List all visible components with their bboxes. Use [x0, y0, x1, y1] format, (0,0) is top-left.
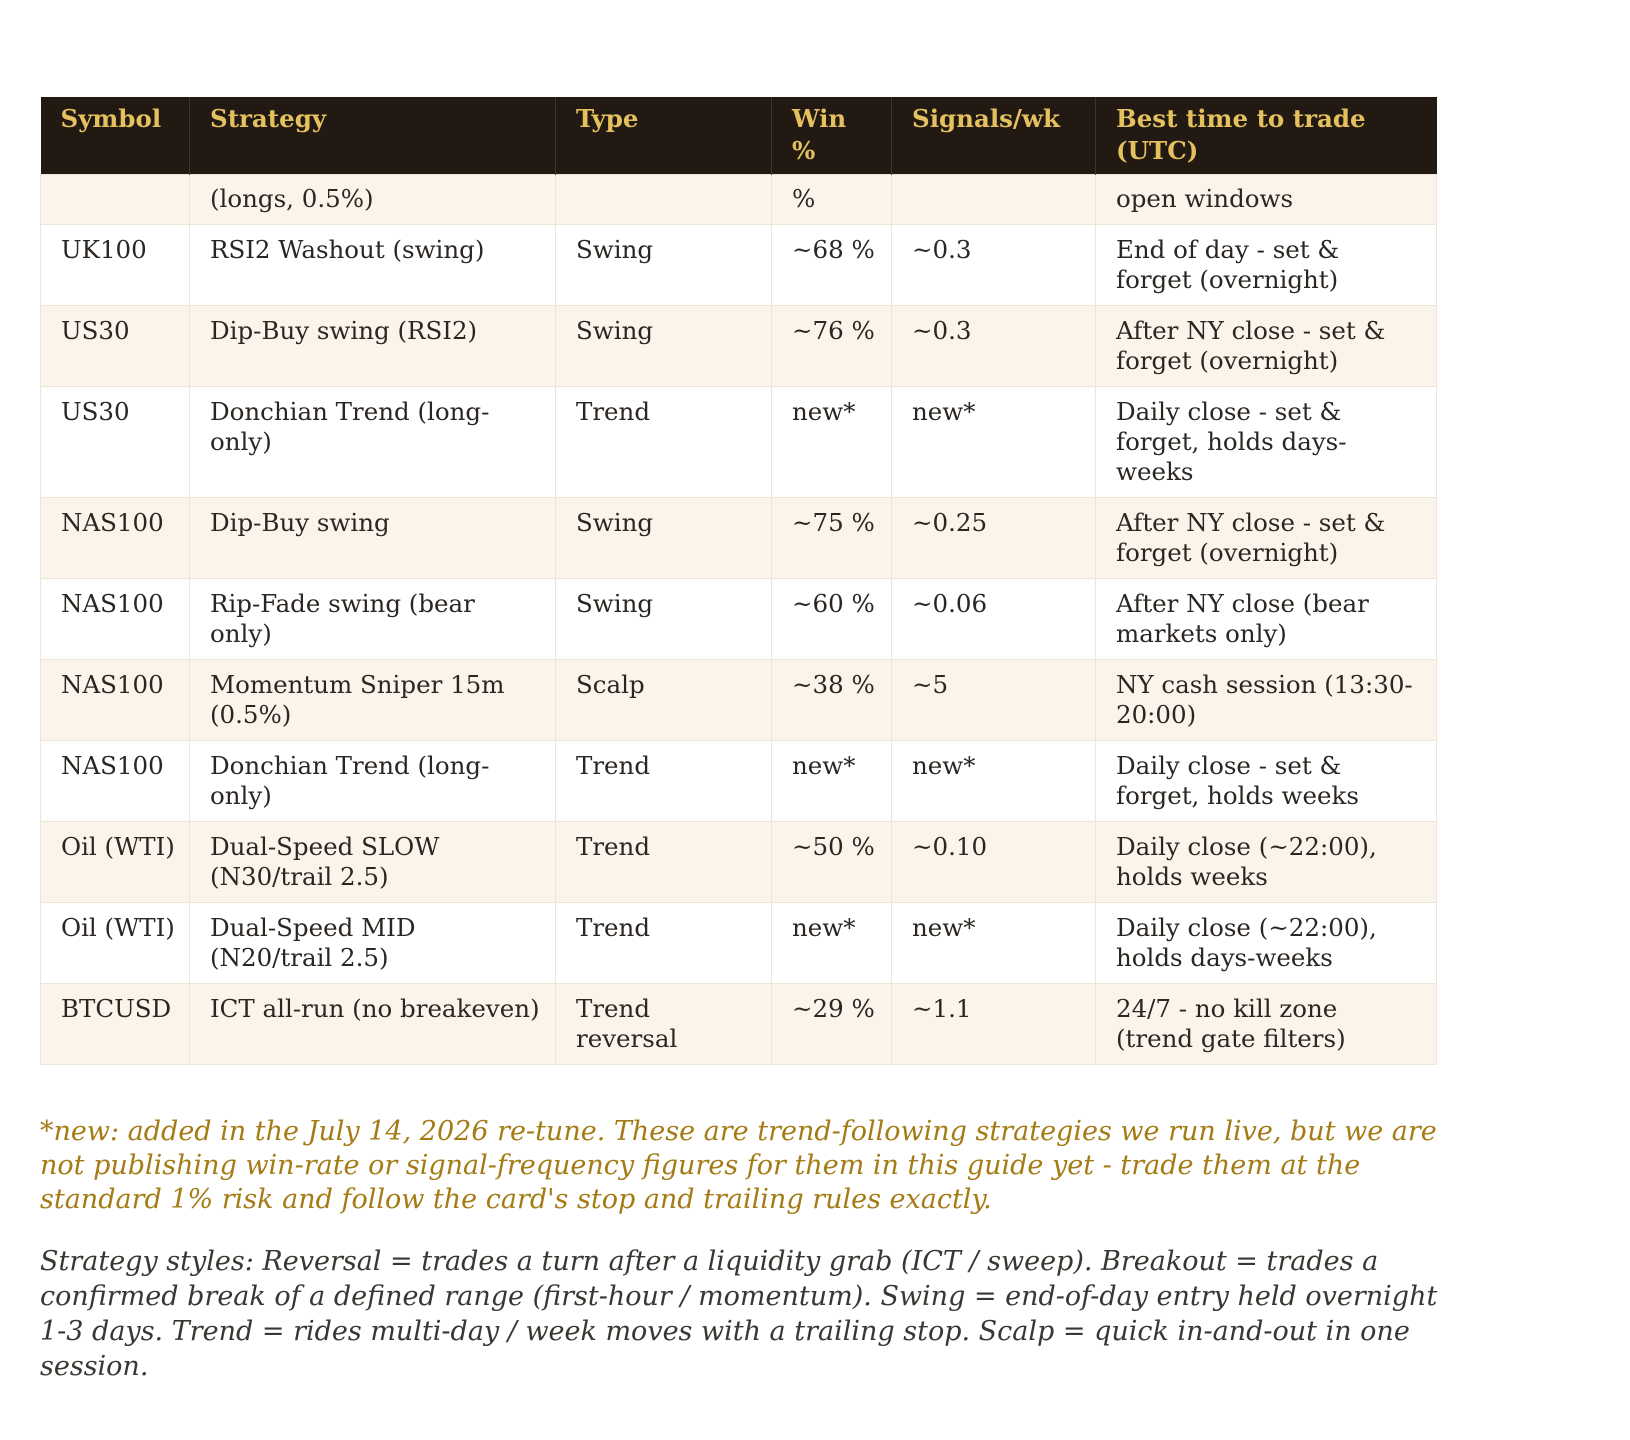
cell-win-pct: ~29 %: [772, 984, 892, 1065]
cell-best-time: NY cash session (13:30-20:00): [1096, 660, 1437, 741]
strategy-styles-note: Strategy styles: Reversal = trades a turn after a liquidity grab (ICT / sweep). Breakout = trades a confirmed break of a defined range (first-hour / momentum). Swing = end-of-day entry held overnight 1-3 days. Trend = rides multi-day / week moves with a trailing stop. Scalp = quick in-and-out in one session.: [40, 1246, 1438, 1382]
cell-strategy: Donchian Trend (long-only): [190, 741, 556, 822]
cell-strategy: RSI2 Washout (swing): [190, 225, 556, 306]
cell-type: [556, 175, 772, 225]
strategy-guide: [40, 97, 1436, 1411]
cell-signals: ~0.3: [892, 225, 1096, 306]
header-signals-per-week: Signals/wk: [892, 97, 1096, 175]
cell-best-time: After NY close (bear markets only): [1096, 579, 1437, 660]
cell-type: Trend: [556, 741, 772, 822]
cell-best-time: open windows: [1096, 175, 1437, 225]
cell-win-pct: ~38 %: [772, 660, 892, 741]
cell-signals: ~0.25: [892, 498, 1096, 579]
cell-best-time: After NY close - set & forget (overnight): [1096, 498, 1437, 579]
cell-symbol: [41, 175, 190, 225]
cell-signals: new*: [892, 903, 1096, 984]
cell-symbol: NAS100: [41, 741, 190, 822]
header-type: Type: [556, 97, 772, 175]
cell-type: Swing: [556, 306, 772, 387]
header-symbol: Symbol: [41, 97, 190, 175]
cell-signals: ~0.06: [892, 579, 1096, 660]
cell-win-pct: ~76 %: [772, 306, 892, 387]
cell-strategy: Momentum Sniper 15m (0.5%): [190, 660, 556, 741]
cell-win-pct: ~50 %: [772, 822, 892, 903]
cell-type: Swing: [556, 579, 772, 660]
table-row: [41, 984, 1437, 1065]
cell-signals: ~1.1: [892, 984, 1096, 1065]
strategy-table: [40, 97, 1437, 1065]
cell-symbol: Oil (WTI): [41, 903, 190, 984]
cell-win-pct: ~75 %: [772, 498, 892, 579]
cell-strategy: Donchian Trend (long-only): [190, 387, 556, 498]
table-row: [41, 660, 1437, 741]
cell-strategy: (longs, 0.5%): [190, 175, 556, 225]
cell-symbol: UK100: [41, 225, 190, 306]
cell-strategy: Dip-Buy swing: [190, 498, 556, 579]
cell-strategy: ICT all-run (no breakeven): [190, 984, 556, 1065]
cell-win-pct: new*: [772, 387, 892, 498]
table-row: [41, 306, 1437, 387]
table-body: [41, 175, 1437, 1065]
header-strategy: Strategy: [190, 97, 556, 175]
cell-symbol: US30: [41, 387, 190, 498]
cell-type: Scalp: [556, 660, 772, 741]
cell-strategy: Dual-Speed MID (N20/trail 2.5): [190, 903, 556, 984]
cell-type: Trend: [556, 903, 772, 984]
cell-signals: ~0.3: [892, 306, 1096, 387]
cell-best-time: End of day - set & forget (overnight): [1096, 225, 1437, 306]
cell-best-time: After NY close - set & forget (overnight): [1096, 306, 1437, 387]
cell-type: Trend reversal: [556, 984, 772, 1065]
cell-symbol: NAS100: [41, 498, 190, 579]
table-row: [41, 225, 1437, 306]
new-strategies-footnote: *new: added in the July 14, 2026 re-tune. These are trend-following strategies we run live, but we are not publishing win-rate or signal-frequency figures for them in this guide yet - trade them at the standard 1% risk and follow the card's stop and trailing rules exactly.: [40, 1116, 1437, 1215]
cell-signals: ~5: [892, 660, 1096, 741]
cell-signals: ~0.10: [892, 822, 1096, 903]
cell-best-time: 24/7 - no kill zone (trend gate filters): [1096, 984, 1437, 1065]
cell-type: Swing: [556, 498, 772, 579]
cell-win-pct: new*: [772, 741, 892, 822]
cell-strategy: Dip-Buy swing (RSI2): [190, 306, 556, 387]
table-row: [41, 903, 1437, 984]
table-row: [41, 387, 1437, 498]
cell-strategy: Dual-Speed SLOW (N30/trail 2.5): [190, 822, 556, 903]
header-win-pct: Win %: [772, 97, 892, 175]
cell-symbol: NAS100: [41, 579, 190, 660]
cell-symbol: NAS100: [41, 660, 190, 741]
cell-symbol: US30: [41, 306, 190, 387]
cell-symbol: BTCUSD: [41, 984, 190, 1065]
table-row: [41, 741, 1437, 822]
cell-win-pct: ~60 %: [772, 579, 892, 660]
cell-best-time: Daily close - set & forget, holds days-weeks: [1096, 387, 1437, 498]
cell-strategy: Rip-Fade swing (bear only): [190, 579, 556, 660]
cell-best-time: Daily close - set & forget, holds weeks: [1096, 741, 1437, 822]
cell-signals: new*: [892, 387, 1096, 498]
cell-win-pct: ~68 %: [772, 225, 892, 306]
table-row-partial: [41, 175, 1437, 225]
cell-symbol: Oil (WTI): [41, 822, 190, 903]
cell-signals: [892, 175, 1096, 225]
cell-win-pct: %: [772, 175, 892, 225]
cell-type: Swing: [556, 225, 772, 306]
table-row: [41, 498, 1437, 579]
cell-win-pct: new*: [772, 903, 892, 984]
cell-type: Trend: [556, 822, 772, 903]
header-best-time: Best time to trade (UTC): [1096, 97, 1437, 175]
cell-type: Trend: [556, 387, 772, 498]
cell-best-time: Daily close (~22:00), holds days-weeks: [1096, 903, 1437, 984]
table-row: [41, 579, 1437, 660]
table-header: [41, 97, 1437, 175]
table-row: [41, 822, 1437, 903]
cell-best-time: Daily close (~22:00), holds weeks: [1096, 822, 1437, 903]
cell-signals: new*: [892, 741, 1096, 822]
